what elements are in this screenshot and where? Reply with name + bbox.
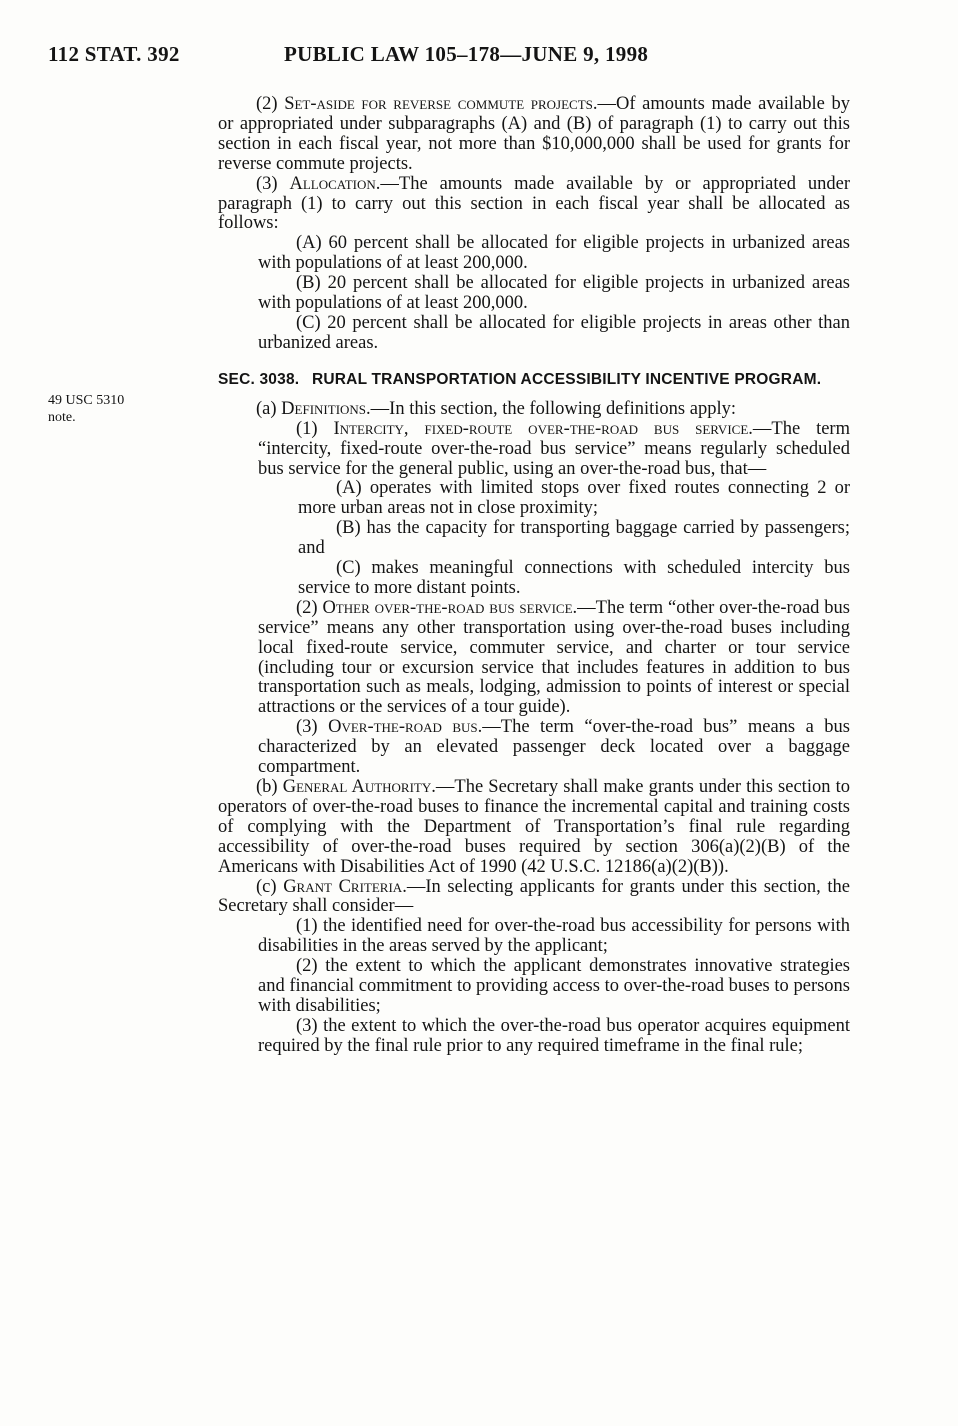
margin-note-label: note. — [48, 410, 76, 425]
public-law-title: PUBLIC LAW 105–178—JUNE 9, 1998 — [284, 42, 649, 66]
definition-number: (1) — [296, 418, 334, 439]
subsection-heading: Grant Criteria. — [283, 876, 407, 897]
margin-note-citation: 49 USC 5310 — [48, 393, 125, 408]
definition-3-over-the-road-bus — [218, 718, 850, 778]
paragraph-number: (2) — [256, 94, 285, 114]
subsection-text: —In this section, the following definitions apply: — [370, 398, 736, 419]
subsection-heading: Definitions. — [281, 398, 371, 419]
law-text-body — [218, 95, 850, 1057]
subsection-text: —The Secretary shall make grants under this section to operators of over-the-road buses to finance the incremental capital and training costs of complying with the Department of Transportation’s final rule regarding accessibility of over-the-road buses required by section 306(a)(2)(B) of the Americans with Disabilities Act of 1990 (42 U.S.C. 12186(a)(2)(B)). — [218, 777, 850, 877]
definition-text: —The term “other over-the-road bus service” means any other transportation using over-the-road buses including local fixed-route service, commuter service, and charter or tour service (including tour or excursion service that includes features in addition to bus transportation such as meals, lodging, admission to points of interest or special attractions or the services of a tour guide). — [258, 597, 850, 718]
subsection-number: (c) — [256, 876, 284, 897]
section-heading — [218, 370, 850, 390]
definition-1-item-b: (B) has the capacity for transporting baggage carried by passengers; and — [298, 518, 850, 559]
subsection-number: (a) — [256, 398, 282, 419]
subsection-number: (b) — [256, 777, 283, 797]
definition-1-intercity — [218, 420, 850, 480]
paragraph-heading: Allocation. — [289, 173, 381, 194]
definition-heading: Intercity, fixed-route over-the-road bus service. — [333, 418, 753, 439]
subsection-c-grant-criteria — [218, 878, 850, 918]
definition-1-item-c: (C) makes meaningful connections with scheduled intercity bus service to more distant points. — [298, 558, 850, 598]
subsection-a-definitions — [218, 400, 850, 420]
paragraph-heading: Set-aside for reverse commute projects. — [284, 94, 598, 114]
paragraph-3-allocation — [218, 175, 850, 235]
margin-note — [48, 392, 198, 426]
paragraph-text: —The amounts made available by or appropriated under paragraph (1) to carry out this section in each fiscal year shall be allocated as follows: — [218, 173, 851, 234]
allocation-item-b: (B) 20 percent shall be allocated for eligible projects in urbanized areas with populations of at least 200,000. — [258, 273, 850, 314]
statute-page-number: 112 STAT. 392 — [48, 42, 180, 66]
paragraph-2-set-aside — [218, 95, 850, 175]
allocation-item-c: (C) 20 percent shall be allocated for eligible projects in areas other than urbanized areas. — [258, 312, 850, 353]
allocation-item-a: (A) 60 percent shall be allocated for eligible projects in urbanized areas with populations of at least 200,000. — [258, 233, 850, 274]
subsection-text: —In selecting applicants for grants under this section, the Secretary shall consider— — [218, 876, 850, 917]
section-number: SEC. 3038. — [218, 370, 300, 388]
definition-heading: Other over-the-road bus service. — [322, 597, 578, 618]
subsection-b-general-authority — [218, 778, 850, 878]
criteria-item-2: (2) the extent to which the applicant demonstrates innovative strategies and financial commitment to providing access to over-the-road buses to persons with disabilities; — [258, 956, 850, 1016]
definition-text: —The term “intercity, fixed-route over-the-road bus service” means regularly scheduled bus service for the general public, using an over-the-road bus, that— — [258, 418, 850, 479]
paragraph-number: (3) — [256, 173, 290, 194]
definition-heading: Over-the-road bus. — [328, 717, 483, 738]
definition-number: (2) — [296, 597, 323, 618]
definition-2-other-service — [218, 599, 850, 718]
paragraph-text: —Of amounts made available by or appropriated under subparagraphs (A) and (B) of paragraph (1) to carry out this section in each fiscal year, not more than $10,000,000 shall be used for grants for reverse commute projects. — [218, 94, 850, 174]
section-title: RURAL TRANSPORTATION ACCESSIBILITY INCENTIVE PROGRAM. — [312, 370, 822, 388]
running-head — [48, 42, 918, 76]
definition-1-item-a: (A) operates with limited stops over fixed routes connecting 2 or more urban areas not in close proximity; — [298, 478, 850, 519]
definition-number: (3) — [296, 717, 329, 738]
criteria-item-1: (1) the identified need for over-the-road bus accessibility for persons with disabilities in the areas served by the applicant; — [258, 916, 850, 957]
criteria-item-3: (3) the extent to which the over-the-road bus operator acquires equipment required by the final rule prior to any required timeframe in the final rule; — [258, 1015, 850, 1056]
subsection-heading: General Authority. — [282, 777, 436, 797]
definition-text: —The term “over-the-road bus” means a bus characterized by an elevated passenger deck located over a baggage compartment. — [258, 717, 850, 778]
